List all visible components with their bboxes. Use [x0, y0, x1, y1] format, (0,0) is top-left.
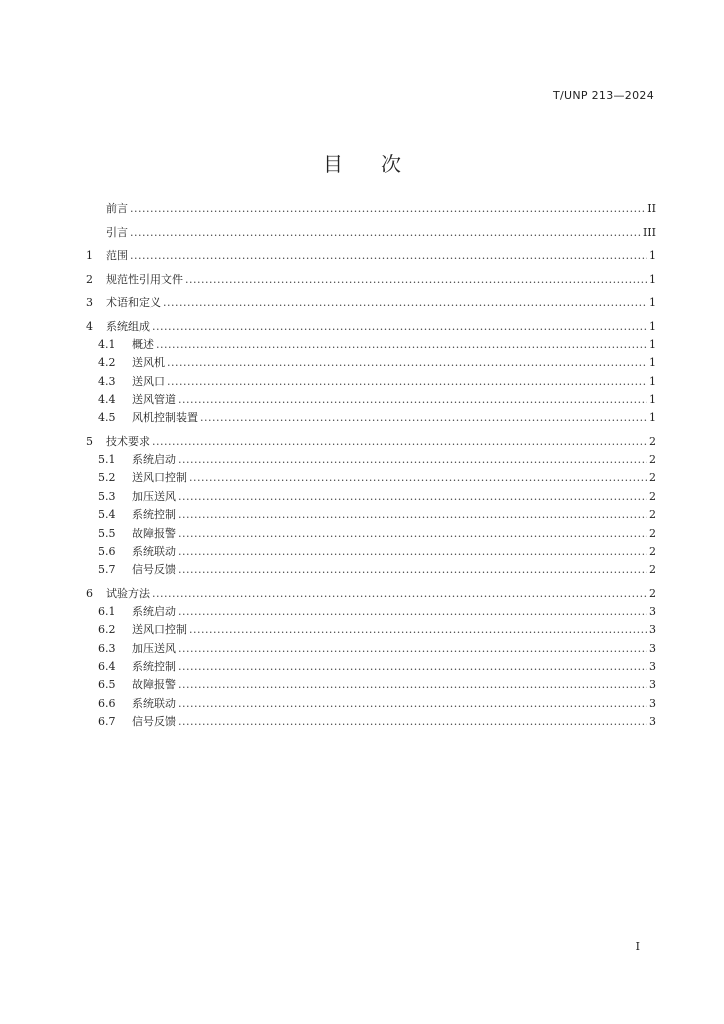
- toc-entry-number: 5.7: [98, 563, 116, 577]
- toc-entry-page: 2: [649, 453, 656, 467]
- toc-entry-page: 1: [649, 249, 656, 262]
- toc-entry-number: 5.4: [98, 508, 116, 522]
- toc-entry[interactable]: [86, 621, 656, 639]
- toc-entry-label: 试验方法: [106, 586, 150, 600]
- toc-leader-dots: [200, 409, 647, 427]
- toc-entry[interactable]: [86, 354, 656, 372]
- toc-entry-label: 系统组成: [106, 319, 150, 333]
- toc-entry[interactable]: [86, 373, 656, 391]
- toc-entry-label: 送风机: [132, 356, 165, 370]
- toc-entry-label: 系统控制: [132, 660, 176, 674]
- toc-leader-dots: [178, 391, 647, 409]
- toc-entry[interactable]: [86, 200, 656, 218]
- toc-entry-label: 系统联动: [132, 544, 176, 558]
- toc-leader-dots: [178, 695, 647, 713]
- toc-entry-number: 5.6: [98, 544, 116, 558]
- toc-entry-page: 1: [649, 296, 656, 309]
- toc-leader-dots: [189, 621, 647, 639]
- toc-entry-number: 3: [86, 296, 93, 309]
- toc-entry-number: 1: [86, 249, 93, 262]
- toc-entry-number: 5.1: [98, 453, 116, 467]
- toc-entry-label: 送风管道: [132, 392, 176, 406]
- toc-entry-number: 6.2: [98, 623, 116, 637]
- toc-entry-page: II: [647, 202, 656, 215]
- toc-entry-page: 1: [649, 319, 656, 333]
- toc-entry-number: 4.4: [98, 392, 116, 406]
- toc-leader-dots: [178, 543, 647, 561]
- toc-title-char-2: 次: [381, 152, 401, 176]
- toc-leader-dots: [178, 525, 647, 543]
- toc-entry-label: 系统联动: [132, 696, 176, 710]
- toc-entry-label: 系统启动: [132, 605, 176, 619]
- toc-entry[interactable]: [86, 713, 656, 731]
- toc-entry-page: 1: [649, 356, 656, 370]
- toc-entry-page: 3: [649, 605, 656, 619]
- toc-leader-dots: [152, 433, 647, 451]
- toc-entry-page: 2: [649, 544, 656, 558]
- toc-entry[interactable]: [86, 561, 656, 579]
- toc-leader-dots: [163, 294, 647, 312]
- toc-entry[interactable]: [86, 640, 656, 658]
- toc-entry[interactable]: [86, 271, 656, 289]
- toc-entry[interactable]: [86, 603, 656, 621]
- toc-leader-dots: [130, 247, 647, 265]
- toc-entry-number: 4.5: [98, 411, 116, 425]
- toc-entry-label: 信号反馈: [132, 715, 176, 729]
- toc-leader-dots: [130, 200, 645, 218]
- toc-entry[interactable]: [86, 525, 656, 543]
- toc-leader-dots: [152, 585, 647, 603]
- toc-entry-page: 2: [649, 489, 656, 503]
- toc-entry[interactable]: [86, 391, 656, 409]
- toc-entry-label: 术语和定义: [106, 296, 161, 309]
- toc-entry[interactable]: [86, 224, 656, 242]
- toc-entry[interactable]: [86, 695, 656, 713]
- toc-entry-number: 6.3: [98, 641, 116, 655]
- toc-leader-dots: [156, 336, 647, 354]
- toc-entry-number: 5.2: [98, 471, 116, 485]
- toc-entry[interactable]: [86, 247, 656, 265]
- toc-title: [0, 148, 724, 177]
- toc-entry[interactable]: [86, 451, 656, 469]
- toc-leader-dots: [178, 603, 647, 621]
- toc-entry-label: 规范性引用文件: [106, 272, 183, 286]
- toc-leader-dots: [178, 488, 647, 506]
- toc-entry[interactable]: [86, 585, 656, 603]
- toc-entry-number: 6.4: [98, 660, 116, 674]
- toc-entry-page: 3: [649, 696, 656, 710]
- toc-entry-label: 送风口控制: [132, 471, 187, 485]
- toc-entry[interactable]: [86, 409, 656, 427]
- toc-leader-dots: [178, 658, 647, 676]
- toc-entry-label: 风机控制装置: [132, 411, 198, 425]
- toc-entry-number: 4.3: [98, 374, 116, 388]
- toc-entry-number: 5.3: [98, 489, 116, 503]
- toc-entry-number: 6.7: [98, 715, 116, 729]
- toc-entry-number: 4: [86, 319, 93, 333]
- toc-entry-page: 3: [649, 678, 656, 692]
- toc-entry-page: 1: [649, 337, 656, 351]
- toc-entry-label: 加压送风: [132, 641, 176, 655]
- toc-title-char-1: 目: [323, 152, 343, 176]
- toc-entry-page: 2: [649, 586, 656, 600]
- toc-entry[interactable]: [86, 658, 656, 676]
- toc-entry[interactable]: [86, 433, 656, 451]
- toc-entry-page: 2: [649, 434, 656, 448]
- toc-leader-dots: [178, 506, 647, 524]
- toc-leader-dots: [167, 373, 647, 391]
- toc-leader-dots: [178, 676, 647, 694]
- toc-entry-page: III: [642, 225, 656, 239]
- toc-entry-page: 1: [649, 374, 656, 388]
- toc-entry-page: 2: [649, 471, 656, 485]
- toc-entry-number: 2: [86, 272, 93, 286]
- toc-entry[interactable]: [86, 336, 656, 354]
- toc-entry-number: 4.2: [98, 356, 116, 370]
- toc-entry-label: 系统控制: [132, 508, 176, 522]
- toc-entry-label: 前言: [106, 202, 128, 215]
- toc-leader-dots: [189, 469, 647, 487]
- toc-entry-page: 3: [649, 660, 656, 674]
- toc-entry-label: 系统启动: [132, 453, 176, 467]
- toc-entry-label: 技术要求: [106, 434, 150, 448]
- toc-entry-page: 2: [649, 526, 656, 540]
- toc-leader-dots: [167, 354, 647, 372]
- toc-leader-dots: [185, 271, 647, 289]
- toc-entry-label: 概述: [132, 337, 154, 351]
- toc-entry-label: 引言: [106, 225, 128, 239]
- toc-entry-number: 6.5: [98, 678, 116, 692]
- toc-entry-number: 5: [86, 434, 93, 448]
- toc-entry-page: 2: [649, 563, 656, 577]
- toc-entry-label: 信号反馈: [132, 563, 176, 577]
- toc-leader-dots: [178, 713, 647, 731]
- toc-entry[interactable]: [86, 543, 656, 561]
- toc-entry[interactable]: [86, 294, 656, 312]
- toc-entry-number: 4.1: [98, 337, 116, 351]
- toc-entry-label: 故障报警: [132, 678, 176, 692]
- toc-entry[interactable]: [86, 318, 656, 336]
- toc-leader-dots: [152, 318, 647, 336]
- toc-entry-number: 6: [86, 586, 93, 600]
- toc-leader-dots: [178, 561, 647, 579]
- toc-entry[interactable]: [86, 469, 656, 487]
- toc-entry-label: 加压送风: [132, 489, 176, 503]
- toc-entry[interactable]: [86, 488, 656, 506]
- toc-entry-number: 6.1: [98, 605, 116, 619]
- standard-code: T/UNP 213—2024: [552, 89, 654, 102]
- toc-entry-page: 3: [649, 641, 656, 655]
- toc-entry[interactable]: [86, 676, 656, 694]
- toc-entry-page: 2: [649, 508, 656, 522]
- toc-leader-dots: [178, 451, 647, 469]
- toc-entry-page: 1: [649, 272, 656, 286]
- toc-entry[interactable]: [86, 506, 656, 524]
- toc-entry-label: 范围: [106, 249, 128, 262]
- toc-entry-number: 5.5: [98, 526, 116, 540]
- toc-entry-label: 送风口: [132, 374, 165, 388]
- footer-page-number: I: [635, 940, 640, 953]
- toc-entry-page: 1: [649, 392, 656, 406]
- toc-leader-dots: [178, 640, 647, 658]
- toc-entry-page: 3: [649, 623, 656, 637]
- toc-leader-dots: [130, 224, 641, 242]
- toc-entry-number: 6.6: [98, 696, 116, 710]
- toc-entry-page: 3: [649, 715, 656, 729]
- toc-entry-label: 送风口控制: [132, 623, 187, 637]
- toc-entry-label: 故障报警: [132, 526, 176, 540]
- toc-entry-page: 1: [649, 411, 656, 425]
